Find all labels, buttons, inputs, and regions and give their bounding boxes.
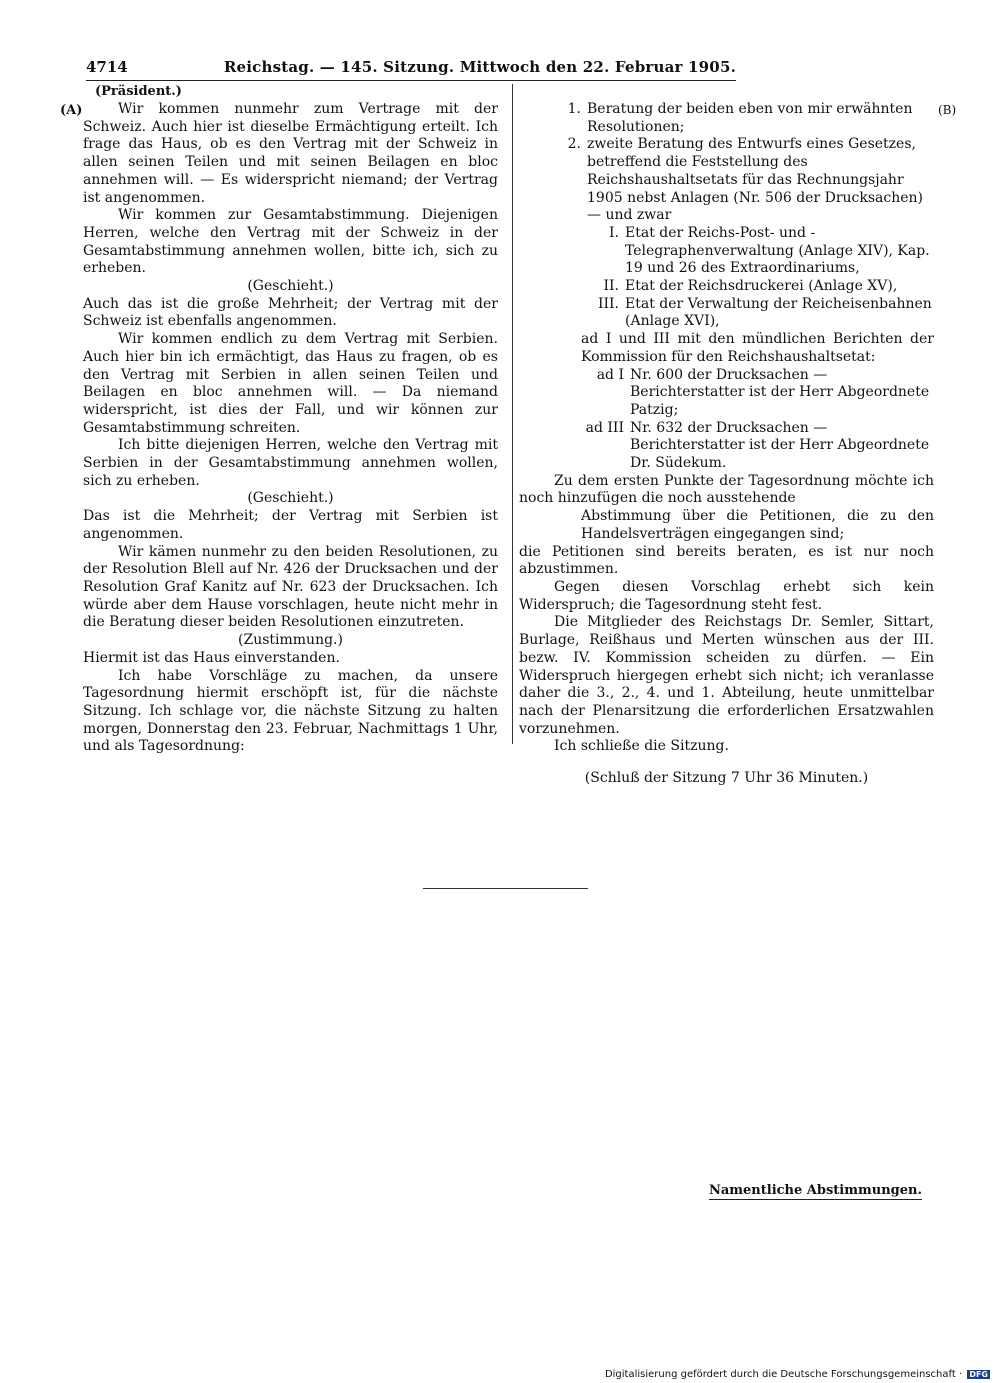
header-rule bbox=[86, 80, 736, 81]
paragraph: Das ist die Mehrheit; der Vertrag mit Serbien ist angenommen. bbox=[83, 508, 498, 542]
roman-item bbox=[519, 225, 934, 278]
ad-item bbox=[519, 420, 934, 473]
paragraph: Ich bitte diejenigen Herren, welche den Vertrag mit Serbien in der Gesamtabstimmung annehmen wollen, sich zu erheben. bbox=[83, 437, 498, 489]
ad-label: ad III bbox=[585, 419, 624, 436]
credit-text: Digitalisierung gefördert durch die Deutsche Forschungsgemeinschaft · bbox=[604, 1369, 963, 1380]
paragraph: Gegen diesen Vorschlag erhebt sich kein Widerspruch; die Tagesordnung steht fest. bbox=[519, 578, 934, 613]
paragraph: Auch das ist die große Mehrheit; der Vertrag mit der Schweiz ist ebenfalls angenommen. bbox=[83, 295, 498, 330]
paragraph: die Petitionen sind bereits beraten, es ist nur noch abzustimmen. bbox=[519, 543, 934, 578]
running-title: Reichstag. — 145. Sitzung. Mittwoch den 22. Februar 1905. bbox=[223, 58, 736, 76]
agenda-number: 1. bbox=[567, 101, 581, 117]
ad-label: ad I bbox=[596, 366, 624, 383]
section-heading: Namentliche Abstimmungen. bbox=[708, 1183, 922, 1198]
roman-item bbox=[519, 296, 934, 331]
paragraph: Ich schließe die Sitzung. bbox=[554, 738, 729, 755]
margin-marker-b: (B) bbox=[938, 103, 957, 117]
page-header bbox=[86, 58, 736, 80]
dfg-logo: DFG bbox=[969, 1370, 988, 1379]
paragraph: Hiermit ist das Haus einverstanden. bbox=[83, 649, 340, 666]
ad-text: Nr. 600 der Drucksachen — Berichterstatter ist der Herr Abgeordnete Patzig; bbox=[630, 366, 930, 418]
paragraph: Wir kommen endlich zu dem Vertrag mit Serbien. Auch hier bin ich ermächtigt, das Haus zu fragen, ob es den Vertrag mit Serbien in allen seinen Teilen und Beilagen en bloc annehmen will. — Da niemand widerspricht, ist dies der Fall, und wir können zur Gesamtabstimmung schreiten. bbox=[83, 331, 498, 436]
committee-note: ad I und III mit den mündlichen Berichten der Kommission für den Reichshaushaltsetat: bbox=[581, 331, 934, 365]
ad-text: Nr. 632 der Drucksachen — Berichterstatter ist der Herr Abgeordnete Dr. Südekum. bbox=[630, 419, 930, 472]
ad-item bbox=[519, 367, 934, 420]
roman-text: Etat der Verwaltung der Reicheisenbahnen (Anlage XVI), bbox=[625, 295, 932, 330]
page-number: 4714 bbox=[86, 58, 128, 76]
roman-number: I. bbox=[609, 224, 619, 241]
roman-item bbox=[519, 278, 934, 296]
closing-note: (Schluß der Sitzung 7 Uhr 36 Minuten.) bbox=[584, 770, 869, 787]
margin-marker-a: (A) bbox=[60, 103, 83, 118]
agenda-text: zweite Beratung des Entwurfs eines Gesetzes, betreffend die Feststellung des Reichshaushaltsetats für das Rechnungsjahr 1905 nebst Anlagen (Nr. 506 der Drucksachen) — und zwar bbox=[587, 136, 924, 224]
paragraph: Ich habe Vorschläge zu machen, da unsere Tagesordnung hiermit erschöpft ist, für die nächste Sitzung. Ich schlage vor, die nächste Sitzung zu halten morgen, Donnerstag den 23. Februar, Nachmittags 1 Uhr, und als Tagesordnung: bbox=[83, 667, 498, 755]
paragraph: Wir kämen nunmehr zu den beiden Resolutionen, zu der Resolution Blell auf Nr. 426 der Drucksachen und der Resolution Graf Kanitz auf Nr. 623 der Drucksachen. Ich würde aber dem Hause vorschlagen, heute nicht mehr in die Beratung dieser beiden Resolutionen einzutreten. bbox=[83, 543, 498, 631]
paragraph: Zu dem ersten Punkte der Tagesordnung möchte ich noch hinzufügen die noch ausstehende bbox=[519, 472, 934, 507]
left-column bbox=[83, 101, 498, 756]
paragraph: Die Mitglieder des Reichstags Dr. Semler, Sittart, Burlage, Reißhaus und Merten wünschen aus der III. bezw. IV. Kommission scheiden zu dürfen. — Ein Widerspruch hiergegen erhebt sich nicht; ich veranlasse daher die 3., 2., 4. und 1. Abteilung, heute unmittelbar nach der Plenarsitzung die erforderlichen Ersatzwahlen vorzunehmen. bbox=[519, 614, 934, 737]
roman-text: Etat der Reichs-Post- und -Telegraphenverwaltung (Anlage XIV), Kap. 19 und 26 des Extraordinariums, bbox=[625, 224, 930, 277]
agenda-text: Beratung der beiden eben von mir erwähnten Resolutionen; bbox=[587, 101, 913, 135]
agenda-item bbox=[519, 101, 934, 136]
right-column bbox=[519, 101, 934, 788]
stage-direction: (Zustimmung.) bbox=[238, 632, 343, 649]
roman-text: Etat der Reichsdruckerei (Anlage XV), bbox=[625, 278, 898, 295]
stage-direction: (Geschieht.) bbox=[247, 490, 334, 507]
paragraph: Wir kommen zur Gesamtabstimmung. Diejenigen Herren, welche den Vertrag mit der Schweiz in der Gesamtabstimmung annehmen wollen, bitte ich, sich zu erheben. bbox=[83, 207, 498, 277]
section-separator bbox=[423, 888, 588, 889]
paragraph: Wir kommen nunmehr zum Vertrage mit der Schweiz. Auch hier ist dieselbe Ermächtigung erteilt. Ich frage das Haus, ob es den Vertrag mit der Schweiz in allen seinen Teilen und mit seinen Beilagen en bloc annehmen will. — Es widerspricht niemand; der Vertrag ist angenommen. bbox=[83, 101, 498, 206]
paragraph: Abstimmung über die Petitionen, die zu den Handelsverträgen eingegangen sind; bbox=[581, 508, 934, 542]
column-divider bbox=[512, 84, 513, 744]
digitization-credit bbox=[605, 1369, 990, 1380]
roman-number: II. bbox=[603, 278, 619, 295]
stage-direction: (Geschieht.) bbox=[247, 278, 334, 295]
roman-number: III. bbox=[597, 295, 619, 312]
speaker-label: (Präsident.) bbox=[95, 84, 182, 99]
agenda-number: 2. bbox=[567, 136, 581, 153]
agenda-item bbox=[519, 136, 934, 225]
